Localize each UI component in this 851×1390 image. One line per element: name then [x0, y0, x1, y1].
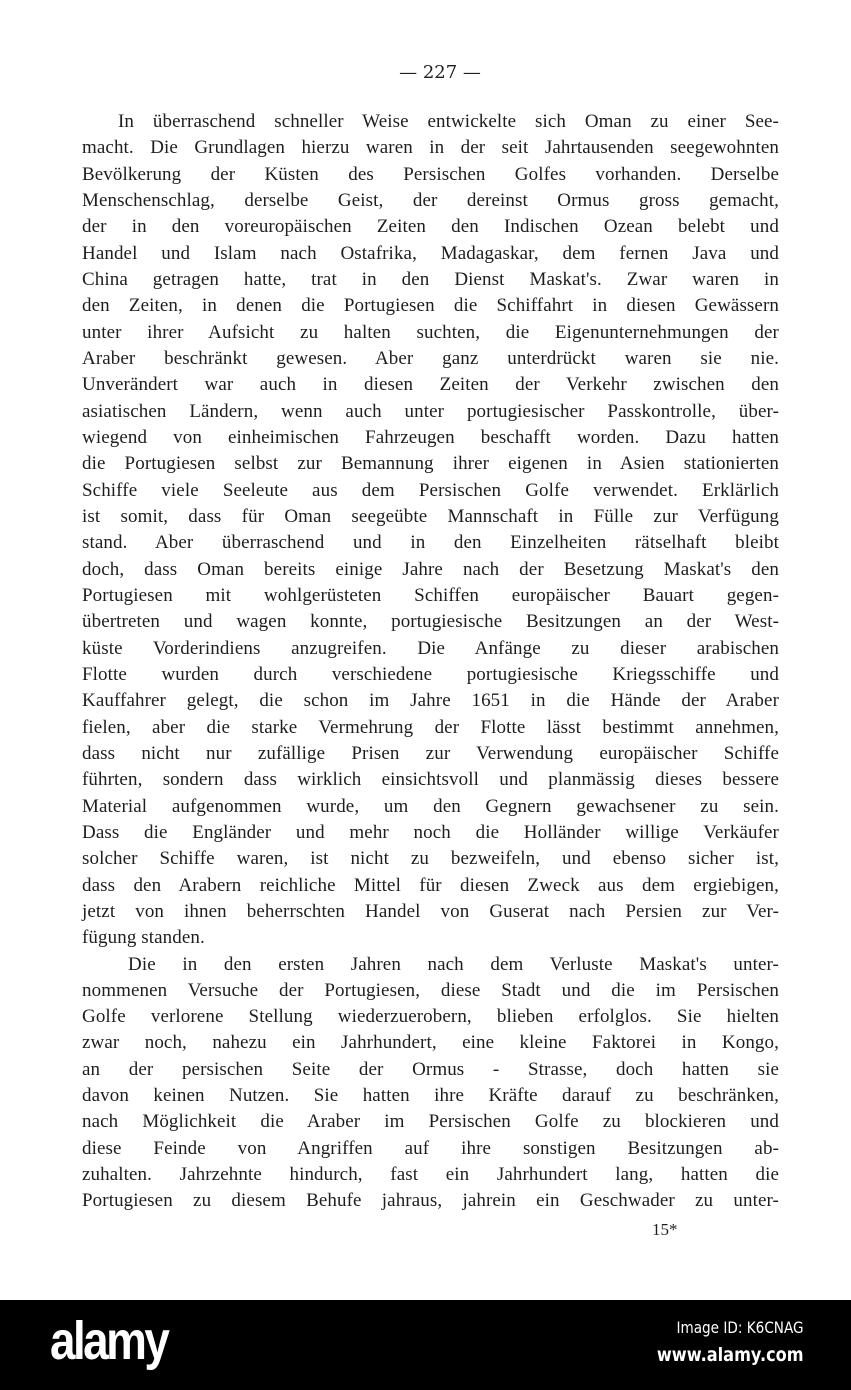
text-line: Handel und Islam nach Ostafrika, Madagaskar, dem fernen Java und [82, 242, 779, 264]
text-line: Araber beschränkt gewesen. Aber ganz unterdrückt waren sie nie. [82, 347, 779, 369]
text-line: fielen, aber die starke Vermehrung der Flotte lässt bestimmt annehmen, [82, 716, 779, 738]
text-line: dass den Arabern reichliche Mittel für diesen Zweck aus dem ergiebigen, [82, 874, 779, 896]
text-line: Portugiesen mit wohlgerüsteten Schiffen europäischer Bauart gegen- [82, 584, 779, 606]
text-line: nach Möglichkeit die Araber im Persischen Golfe zu blockieren und [82, 1111, 779, 1133]
text-line: der in den voreuropäischen Zeiten den Indischen Ozean belebt und [82, 216, 779, 238]
text-line: unter ihrer Aufsicht zu halten suchten, die Eigenunternehmungen der [82, 321, 779, 343]
text-line: nommenen Versuche der Portugiesen, diese Stadt und die im Persischen [82, 979, 779, 1001]
text-line: In überraschend schneller Weise entwickelte sich Oman zu einer See- [118, 111, 779, 132]
text-line: China getragen hatte, trat in den Dienst Maskat's. Zwar waren in [82, 268, 779, 290]
signature-mark: 15* [652, 1220, 678, 1239]
text-line: jetzt von ihnen beherrschten Handel von Guserat nach Persien zur Ver- [82, 900, 779, 922]
text-line: Die in den ersten Jahren nach dem Verluste Maskat's unter- [128, 953, 779, 975]
text-line: dass nicht nur zufällige Prisen zur Verwendung europäischer Schiffe [82, 742, 779, 764]
text-line: macht. Die Grundlagen hierzu waren in der seit Jahrtausenden seegewohnten [82, 137, 779, 159]
text-line: zuhalten. Jahrzehnte hindurch, fast ein Jahrhundert lang, hatten die [82, 1164, 779, 1186]
text-line: übertreten und wagen konnte, portugiesische Besitzungen an der West- [82, 611, 779, 633]
alamy-logo: alamy [50, 1311, 168, 1371]
text-line: Flotte wurden durch verschiedene portugiesische Kriegsschiffe und [82, 663, 779, 685]
text-line: Unverändert war auch in diesen Zeiten der Verkehr zwischen den [82, 374, 779, 396]
image-id: Image ID: K6CNAG [676, 1318, 804, 1337]
body-text [82, 109, 779, 1215]
text-line: wiegend von einheimischen Fahrzeugen beschafft worden. Dazu hatten [82, 426, 779, 448]
text-line: küste Vorderindiens anzugreifen. Die Anfänge zu dieser arabischen [82, 637, 779, 659]
text-line: Dass die Engländer und mehr noch die Holländer willige Verkäufer [82, 821, 779, 843]
text-line: an der persischen Seite der Ormus - Strasse, doch hatten sie [82, 1058, 779, 1080]
text-line: ist somit, dass für Oman seegeübte Mannschaft in Fülle zur Verfügung [82, 505, 779, 527]
text-line: zwar noch, nahezu ein Jahrhundert, eine kleine Faktorei in Kongo, [82, 1032, 779, 1054]
text-line: Menschenschlag, derselbe Geist, der dereinst Ormus gross gemacht, [82, 189, 779, 211]
text-line: Bevölkerung der Küsten des Persischen Golfes vorhanden. Derselbe [82, 163, 779, 185]
text-line: asiatischen Ländern, wenn auch unter portugiesischer Passkontrolle, über- [82, 400, 779, 422]
text-line: stand. Aber überraschend und in den Einzelheiten rätselhaft bleibt [82, 532, 779, 554]
text-line: den Zeiten, in denen die Portugiesen die Schiffahrt in diesen Gewässern [82, 295, 779, 317]
text-line: Material aufgenommen wurde, um den Gegnern gewachsener zu sein. [82, 795, 779, 817]
text-line: solcher Schiffe waren, ist nicht zu bezweifeln, und ebenso sicher ist, [82, 848, 779, 870]
watermark-bar [0, 1300, 851, 1390]
text-line: Golfe verlorene Stellung wiederzuerobern, blieben erfolglos. Sie hielten [82, 1006, 779, 1028]
text-line: fügung standen. [82, 927, 205, 949]
site-url: www.alamy.com [657, 1344, 804, 1366]
text-line: Kauffahrer gelegt, die schon im Jahre 1651 in die Hände der Araber [82, 690, 779, 712]
text-line: doch, dass Oman bereits einige Jahre nach der Besetzung Maskat's den [82, 558, 779, 580]
text-line: davon keinen Nutzen. Sie hatten ihre Kräfte darauf zu beschränken, [82, 1085, 779, 1107]
text-line: Schiffe viele Seeleute aus dem Persischen Golfe verwendet. Erklärlich [82, 479, 779, 501]
text-line: führten, sondern dass wirklich einsichtsvoll und planmässig dieses bessere [82, 769, 779, 791]
page-number: — 227 — [399, 62, 481, 83]
text-line: die Portugiesen selbst zur Bemannung ihrer eigenen in Asien stationierten [82, 453, 779, 475]
text-line: Portugiesen zu diesem Behufe jahraus, jahrein ein Geschwader zu unter- [82, 1190, 779, 1212]
text-line: diese Feinde von Angriffen auf ihre sonstigen Besitzungen ab- [82, 1137, 779, 1159]
